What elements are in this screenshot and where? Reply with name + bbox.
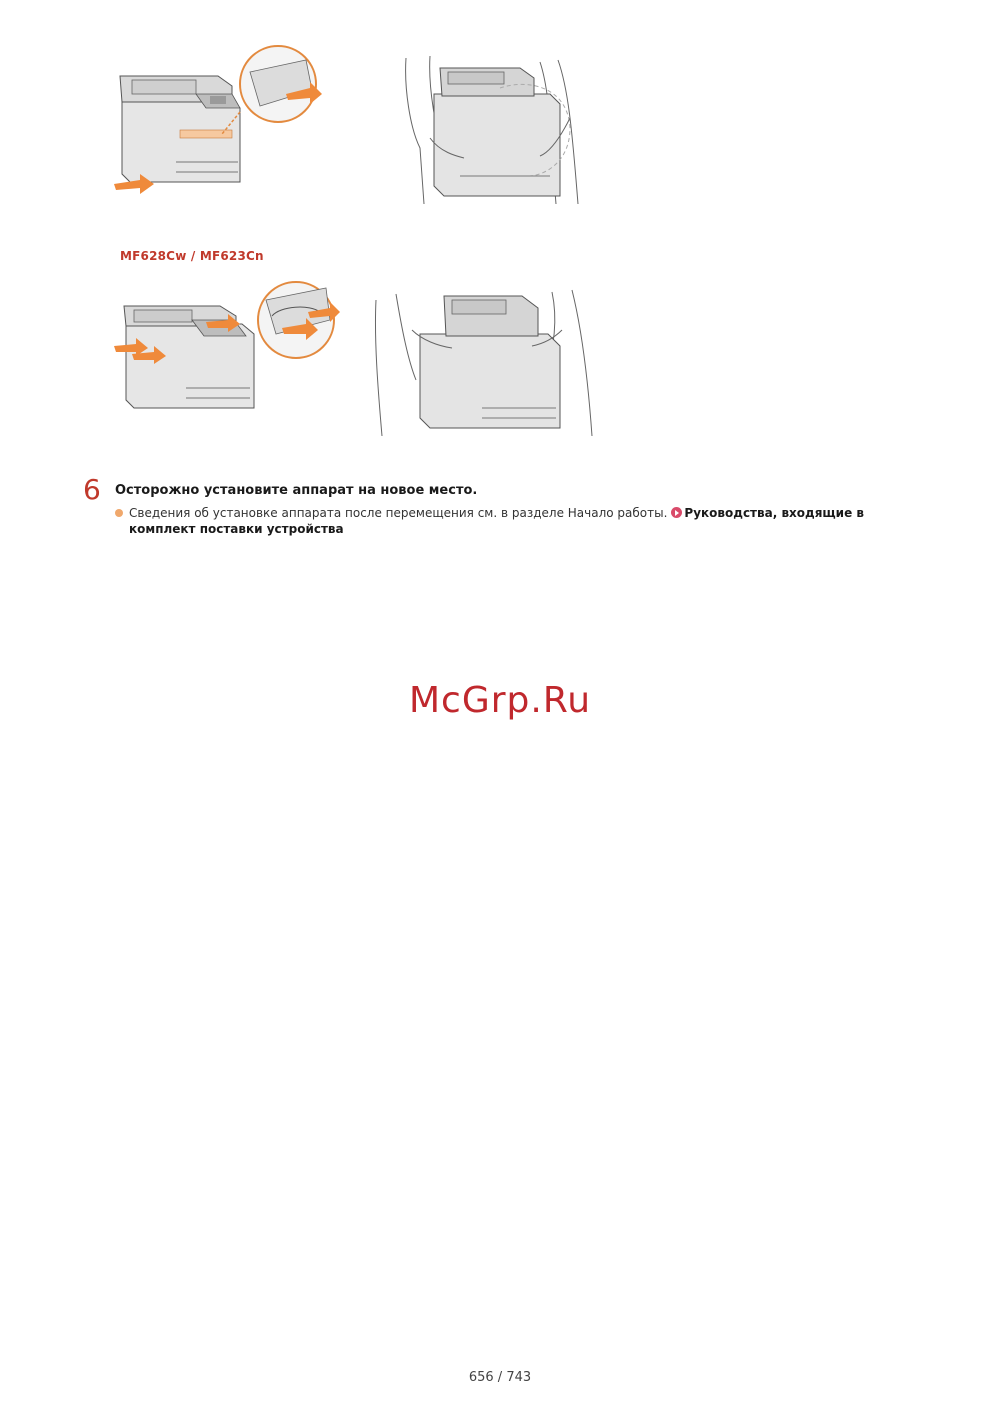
note-text: Сведения об установке аппарата после перемещения см. в разделе Начало работы. — [129, 506, 668, 520]
step-title: Осторожно установите аппарат на новое место. — [115, 483, 478, 498]
step-number: 6 — [83, 473, 101, 506]
printer-handles-mf628-illustration — [110, 276, 340, 414]
manuals-link[interactable]: Руководства, входящие в — [684, 506, 864, 520]
printer-handles-illustration — [110, 42, 330, 202]
link-arrow-icon[interactable] — [671, 507, 682, 518]
two-people-lifting-illustration — [372, 280, 598, 438]
manuals-link-continued[interactable]: комплект поставки устройства — [129, 522, 344, 536]
lifting-printer-illustration — [400, 48, 590, 206]
page-number: 656 / 743 — [468, 1370, 532, 1385]
step-note — [115, 505, 895, 537]
watermark: McGrp.Ru — [408, 680, 592, 721]
model-label: MF628Cw / MF623Cn — [120, 249, 264, 263]
bullet-icon — [115, 509, 123, 517]
